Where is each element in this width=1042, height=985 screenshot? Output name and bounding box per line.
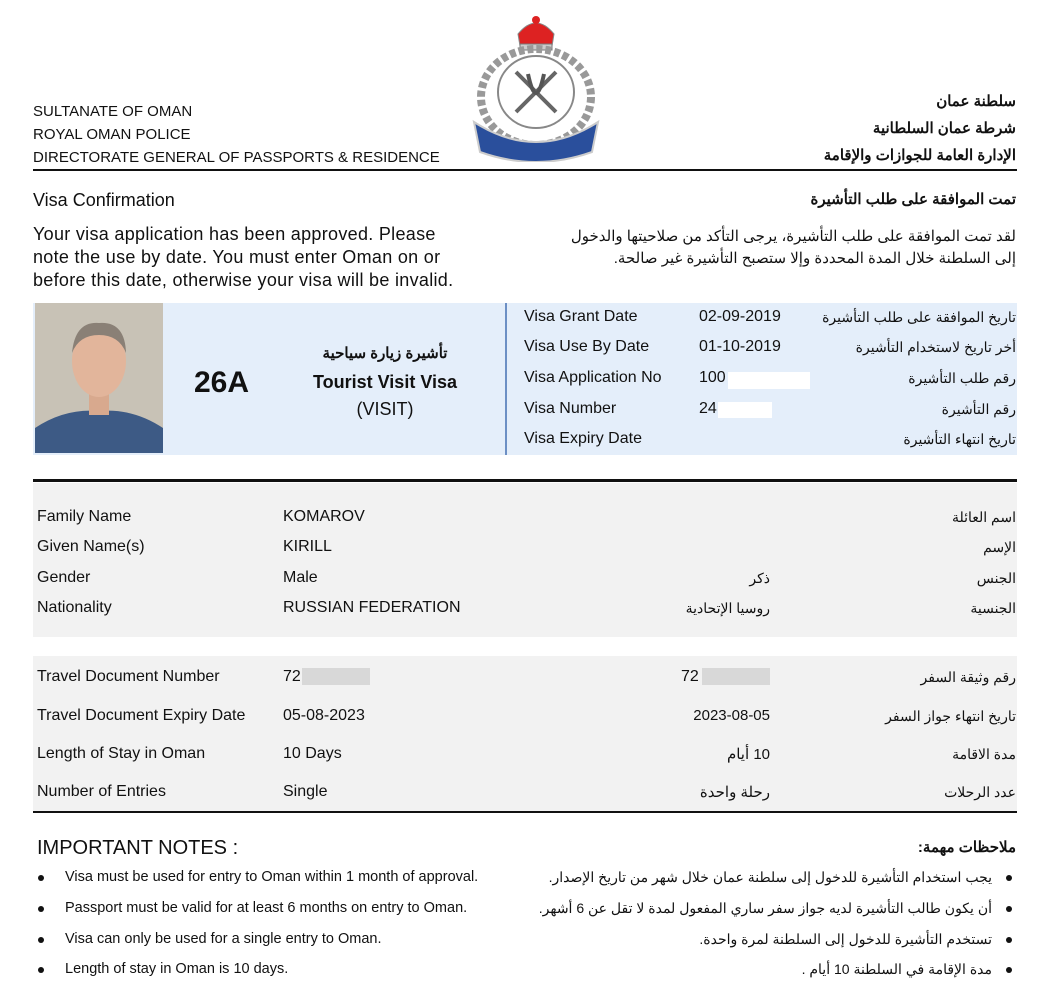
personal-field-label: Family Name	[37, 508, 132, 525]
visa-code: 26A	[194, 366, 250, 399]
bullet-icon	[38, 906, 44, 912]
visa-field-label: Visa Expiry Date	[524, 430, 642, 447]
confirmation-title-ar: تمت الموافقة على طلب التأشيرة	[810, 191, 1016, 208]
bullet-icon	[1006, 875, 1012, 881]
redaction	[728, 372, 810, 389]
travel-field-label: Number of Entries	[37, 783, 166, 800]
body-line-ar: لقد تمت الموافقة على طلب التأشيرة، يرجى التأكد من صلاحيتها والدخول	[570, 228, 1016, 245]
bullet-icon	[1006, 906, 1012, 912]
notes-title-ar: ملاحظات مهمة:	[917, 839, 1016, 856]
note-item: Passport must be valid for at least 6 months on entry to Oman.	[65, 900, 468, 916]
personal-field-label-ar: الإسم	[983, 539, 1016, 555]
travel-field-value-ar: 72	[681, 668, 699, 685]
personal-field-value: KOMAROV	[283, 508, 365, 525]
personal-field-value-ar: روسيا الإتحادية	[685, 600, 770, 616]
visa-field-label-ar: أخر تاريخ لاستخدام التأشيرة	[855, 339, 1016, 355]
note-item: Length of stay in Oman is 10 days.	[65, 961, 289, 977]
confirmation-title: Visa Confirmation	[33, 190, 175, 210]
visa-type: Tourist Visit Visa	[312, 372, 458, 392]
personal-field-label: Gender	[37, 569, 91, 586]
personal-section	[33, 483, 1017, 637]
header-ar-line: سلطنة عمان	[936, 93, 1016, 110]
travel-field-label-ar: عدد الرحلات	[944, 784, 1016, 800]
header-en-line: ROYAL OMAN POLICE	[33, 126, 191, 143]
visa-field-value: 01-10-2019	[699, 338, 781, 355]
body-line: Your visa application has been approved. Please	[33, 224, 436, 244]
applicant-photo	[35, 303, 163, 453]
note-item: Visa can only be used for a single entry to Oman.	[65, 931, 382, 947]
personal-field-label: Given Name(s)	[37, 538, 145, 555]
note-item-ar: يجب استخدام التأشيرة للدخول إلى سلطنة عمان خلال شهر من تاريخ الإصدار.	[548, 869, 992, 885]
visa-field-label-ar: تاريخ انتهاء التأشيرة	[903, 431, 1016, 447]
redaction	[302, 668, 370, 685]
header-ar-line: الإدارة العامة للجوازات والإقامة	[823, 147, 1016, 164]
confirmation-body-ar	[571, 226, 1016, 270]
header-en-line: SULTANATE OF OMAN	[33, 103, 193, 120]
note-item-ar: تستخدم التأشيرة للدخول إلى السلطنة لمرة واحدة.	[699, 931, 992, 947]
visa-field-label: Visa Application No	[524, 369, 662, 386]
visa-field-label: Visa Grant Date	[524, 308, 638, 325]
personal-field-value: Male	[283, 569, 318, 586]
visa-field-label: Visa Use By Date	[524, 338, 650, 355]
personal-field-value: KIRILL	[283, 538, 332, 555]
travel-field-value: 72	[283, 668, 301, 685]
confirmation-body	[33, 223, 453, 292]
note-item-ar: مدة الإقامة في السلطنة 10 أيام .	[801, 961, 992, 977]
visa-type-ar: تأشيرة زيارة سياحية	[322, 345, 448, 362]
personal-field-label-ar: الجنسية	[970, 600, 1016, 616]
notes-title: IMPORTANT NOTES :	[37, 837, 239, 859]
bullet-icon	[38, 967, 44, 973]
redaction	[718, 402, 772, 418]
section-divider	[33, 811, 1017, 813]
visa-field-label: Visa Number	[524, 400, 617, 417]
visa-field-value: 24	[699, 400, 717, 417]
travel-field-label: Travel Document Expiry Date	[37, 707, 246, 724]
travel-field-value-ar: رحلة واحدة	[699, 784, 770, 801]
royal-oman-police-emblem-icon	[466, 12, 606, 162]
travel-field-value-ar: 2023-08-05	[693, 707, 770, 724]
visa-field-label-ar: رقم طلب التأشيرة	[908, 370, 1016, 386]
bullet-icon	[38, 937, 44, 943]
band-divider	[505, 303, 507, 455]
travel-field-value-ar: 10 أيام	[726, 746, 770, 763]
visa-field-value: 02-09-2019	[699, 308, 781, 325]
travel-field-label-ar: تاريخ انتهاء جواز السفر	[885, 708, 1016, 724]
personal-field-label-ar: اسم العائلة	[951, 509, 1016, 525]
note-item: Visa must be used for entry to Oman within 1 month of approval.	[65, 869, 479, 885]
travel-field-label: Length of Stay in Oman	[37, 745, 206, 762]
personal-field-value-ar: ذكر	[749, 570, 770, 586]
header-ar-line: شرطة عمان السلطانية	[872, 120, 1016, 137]
body-line: before this date, otherwise your visa will be invalid.	[33, 270, 454, 290]
travel-field-value: 10 Days	[283, 745, 342, 762]
note-item-ar: أن يكون طالب التأشيرة لديه جواز سفر ساري المفعول لمدة لا تقل عن 6 أشهر.	[538, 900, 992, 916]
body-line-ar: إلى السلطنة خلال المدة المحددة وإلا ستصبح التأشيرة غير صالحة.	[613, 250, 1016, 267]
travel-field-value: 05-08-2023	[283, 707, 365, 724]
travel-field-value: Single	[283, 783, 328, 800]
redaction	[702, 668, 770, 685]
personal-field-label: Nationality	[37, 599, 112, 616]
visa-field-value: 100	[699, 369, 726, 386]
body-line: note the use by date. You must enter Oman on or	[33, 247, 441, 267]
header-divider	[33, 169, 1017, 171]
personal-field-value: RUSSIAN FEDERATION	[283, 599, 461, 616]
personal-field-label-ar: الجنس	[976, 570, 1016, 586]
bullet-icon	[38, 875, 44, 881]
travel-field-label: Travel Document Number	[37, 668, 220, 685]
section-divider	[33, 479, 1017, 482]
visa-category: (VISIT)	[356, 399, 414, 419]
bullet-icon	[1006, 937, 1012, 943]
visa-field-label-ar: رقم التأشيرة	[941, 401, 1016, 417]
travel-field-label-ar: رقم وثيقة السفر	[920, 669, 1016, 685]
bullet-icon	[1006, 967, 1012, 973]
visa-field-label-ar: تاريخ الموافقة على طلب التأشيرة	[822, 309, 1016, 325]
travel-field-label-ar: مدة الاقامة	[952, 746, 1016, 762]
header-en-line: DIRECTORATE GENERAL OF PASSPORTS & RESIDENCE	[33, 149, 440, 166]
